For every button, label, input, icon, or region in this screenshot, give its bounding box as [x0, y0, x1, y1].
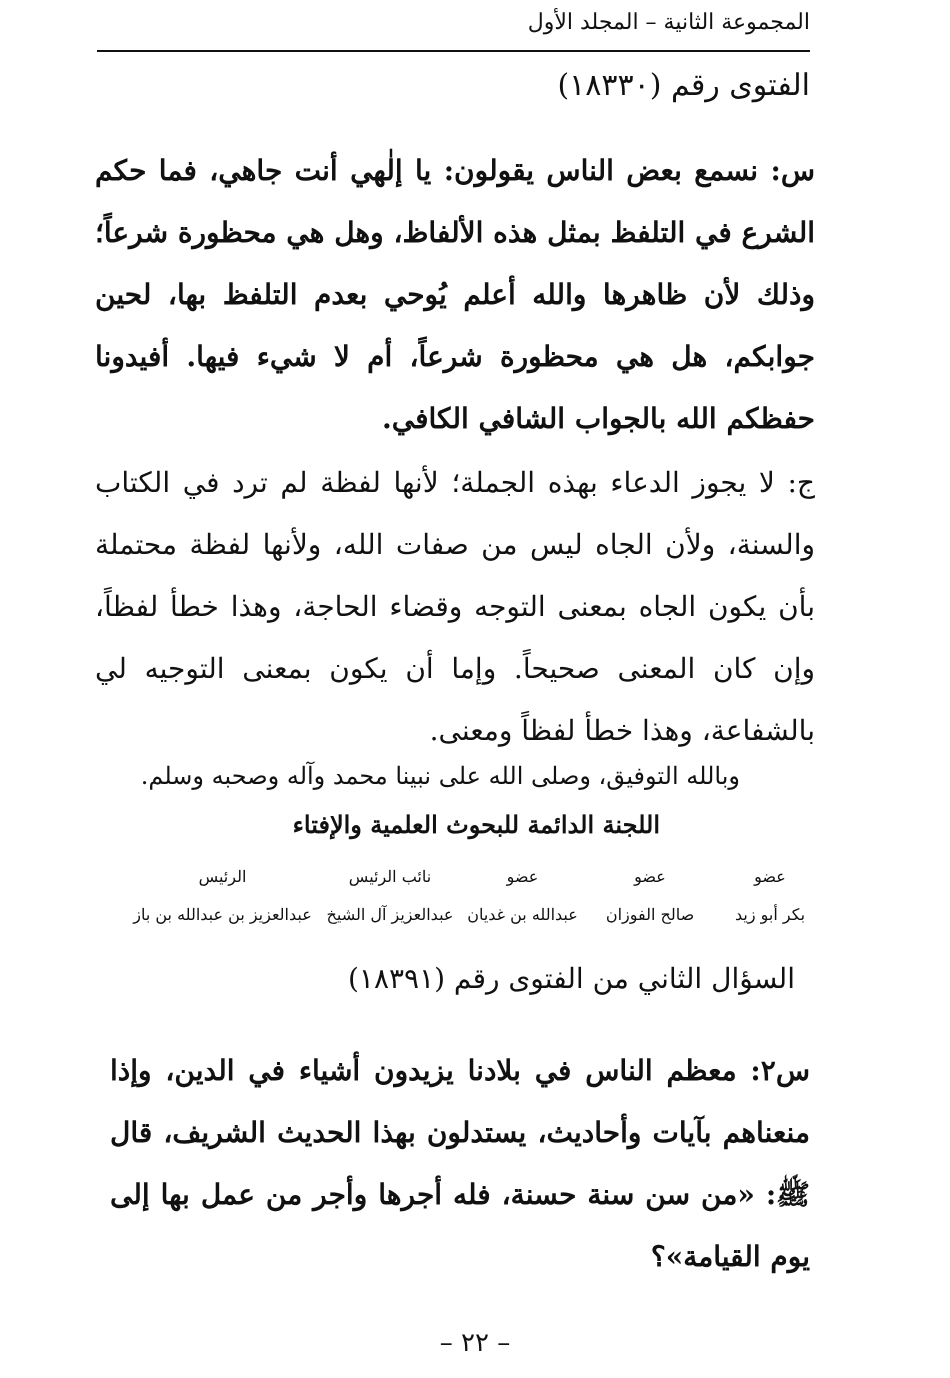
signatory-name: عبدالعزيز آل الشيخ: [326, 905, 454, 924]
running-header: المجموعة الثانية – المجلد الأول: [527, 10, 810, 35]
signatory: [720, 858, 820, 934]
page-number: – ٢٢ –: [439, 1328, 511, 1358]
signatory-name: عبدالعزيز بن عبدالله بن باز: [133, 905, 312, 924]
signatory-name: صالح الفوزان: [605, 905, 695, 924]
signatory: [125, 858, 320, 934]
closing-line: وبالله التوفيق، وصلى الله على نبينا محمد وآله وصحبه وسلم.: [140, 762, 740, 790]
signatory-role: الرئيس: [198, 867, 247, 886]
signatory-role: عضو: [754, 867, 786, 886]
question-paragraph: س: نسمع بعض الناس يقولون: يا إلٰهي أنت جاهي، فما حكم الشرع في التلفظ بمثل هذه الألفاظ، وهل هي محظورة شرعاً؛ وذلك لأن ظاهرها والله أعلم يُوحي بعدم التلفظ بها، لحين جوابكم، هل هي محظورة شرعاً، أم لا شيء فيها. أفيدونا حفظكم الله بالجواب الشافي الكافي.: [95, 154, 816, 435]
committee-name: اللجنة الدائمة للبحوث العلمية والإفتاء: [292, 810, 660, 839]
signatory: [595, 858, 705, 934]
question2-title: السؤال الثاني من الفتوى رقم (١٨٣٩١): [347, 962, 795, 995]
signatory-role: نائب الرئيس: [348, 867, 432, 886]
question2-paragraph: س٢: معظم الناس في بلادنا يزيدون أشياء في الدين، وإذا منعناهم بآيات وأحاديث، يستدلون بهذا الحديث الشريف، قال ﷺ: «من سن سنة حسنة، فله أجرها وأجر من عمل بها إلى يوم القيامة»؟: [110, 1054, 810, 1273]
answer-paragraph: ج: لا يجوز الدعاء بهذه الجملة؛ لأنها لفظة لم ترد في الكتاب والسنة، ولأن الجاه ليس من صفات الله، ولأنها لفظة محتملة بأن يكون الجاه بمعنى التوجه وقضاء الحاجة، وهذا خطأ لفظاً، وإن كان المعنى صحيحاً. وإما أن يكون بمعنى التوجيه لي بالشفاعة، وهذا خطأ لفظاً ومعنى.: [95, 466, 815, 747]
signatory-name: عبدالله بن غديان: [467, 905, 578, 924]
signatory: [325, 858, 455, 934]
signatory-role: عضو: [634, 867, 666, 886]
signatory-name: بكر أبو زيد: [734, 905, 806, 924]
signatory: [460, 858, 585, 934]
fatwa-title: الفتوى رقم (١٨٣٣٠): [557, 68, 810, 103]
header-rule: [97, 50, 810, 52]
signatory-role: عضو: [506, 867, 539, 886]
